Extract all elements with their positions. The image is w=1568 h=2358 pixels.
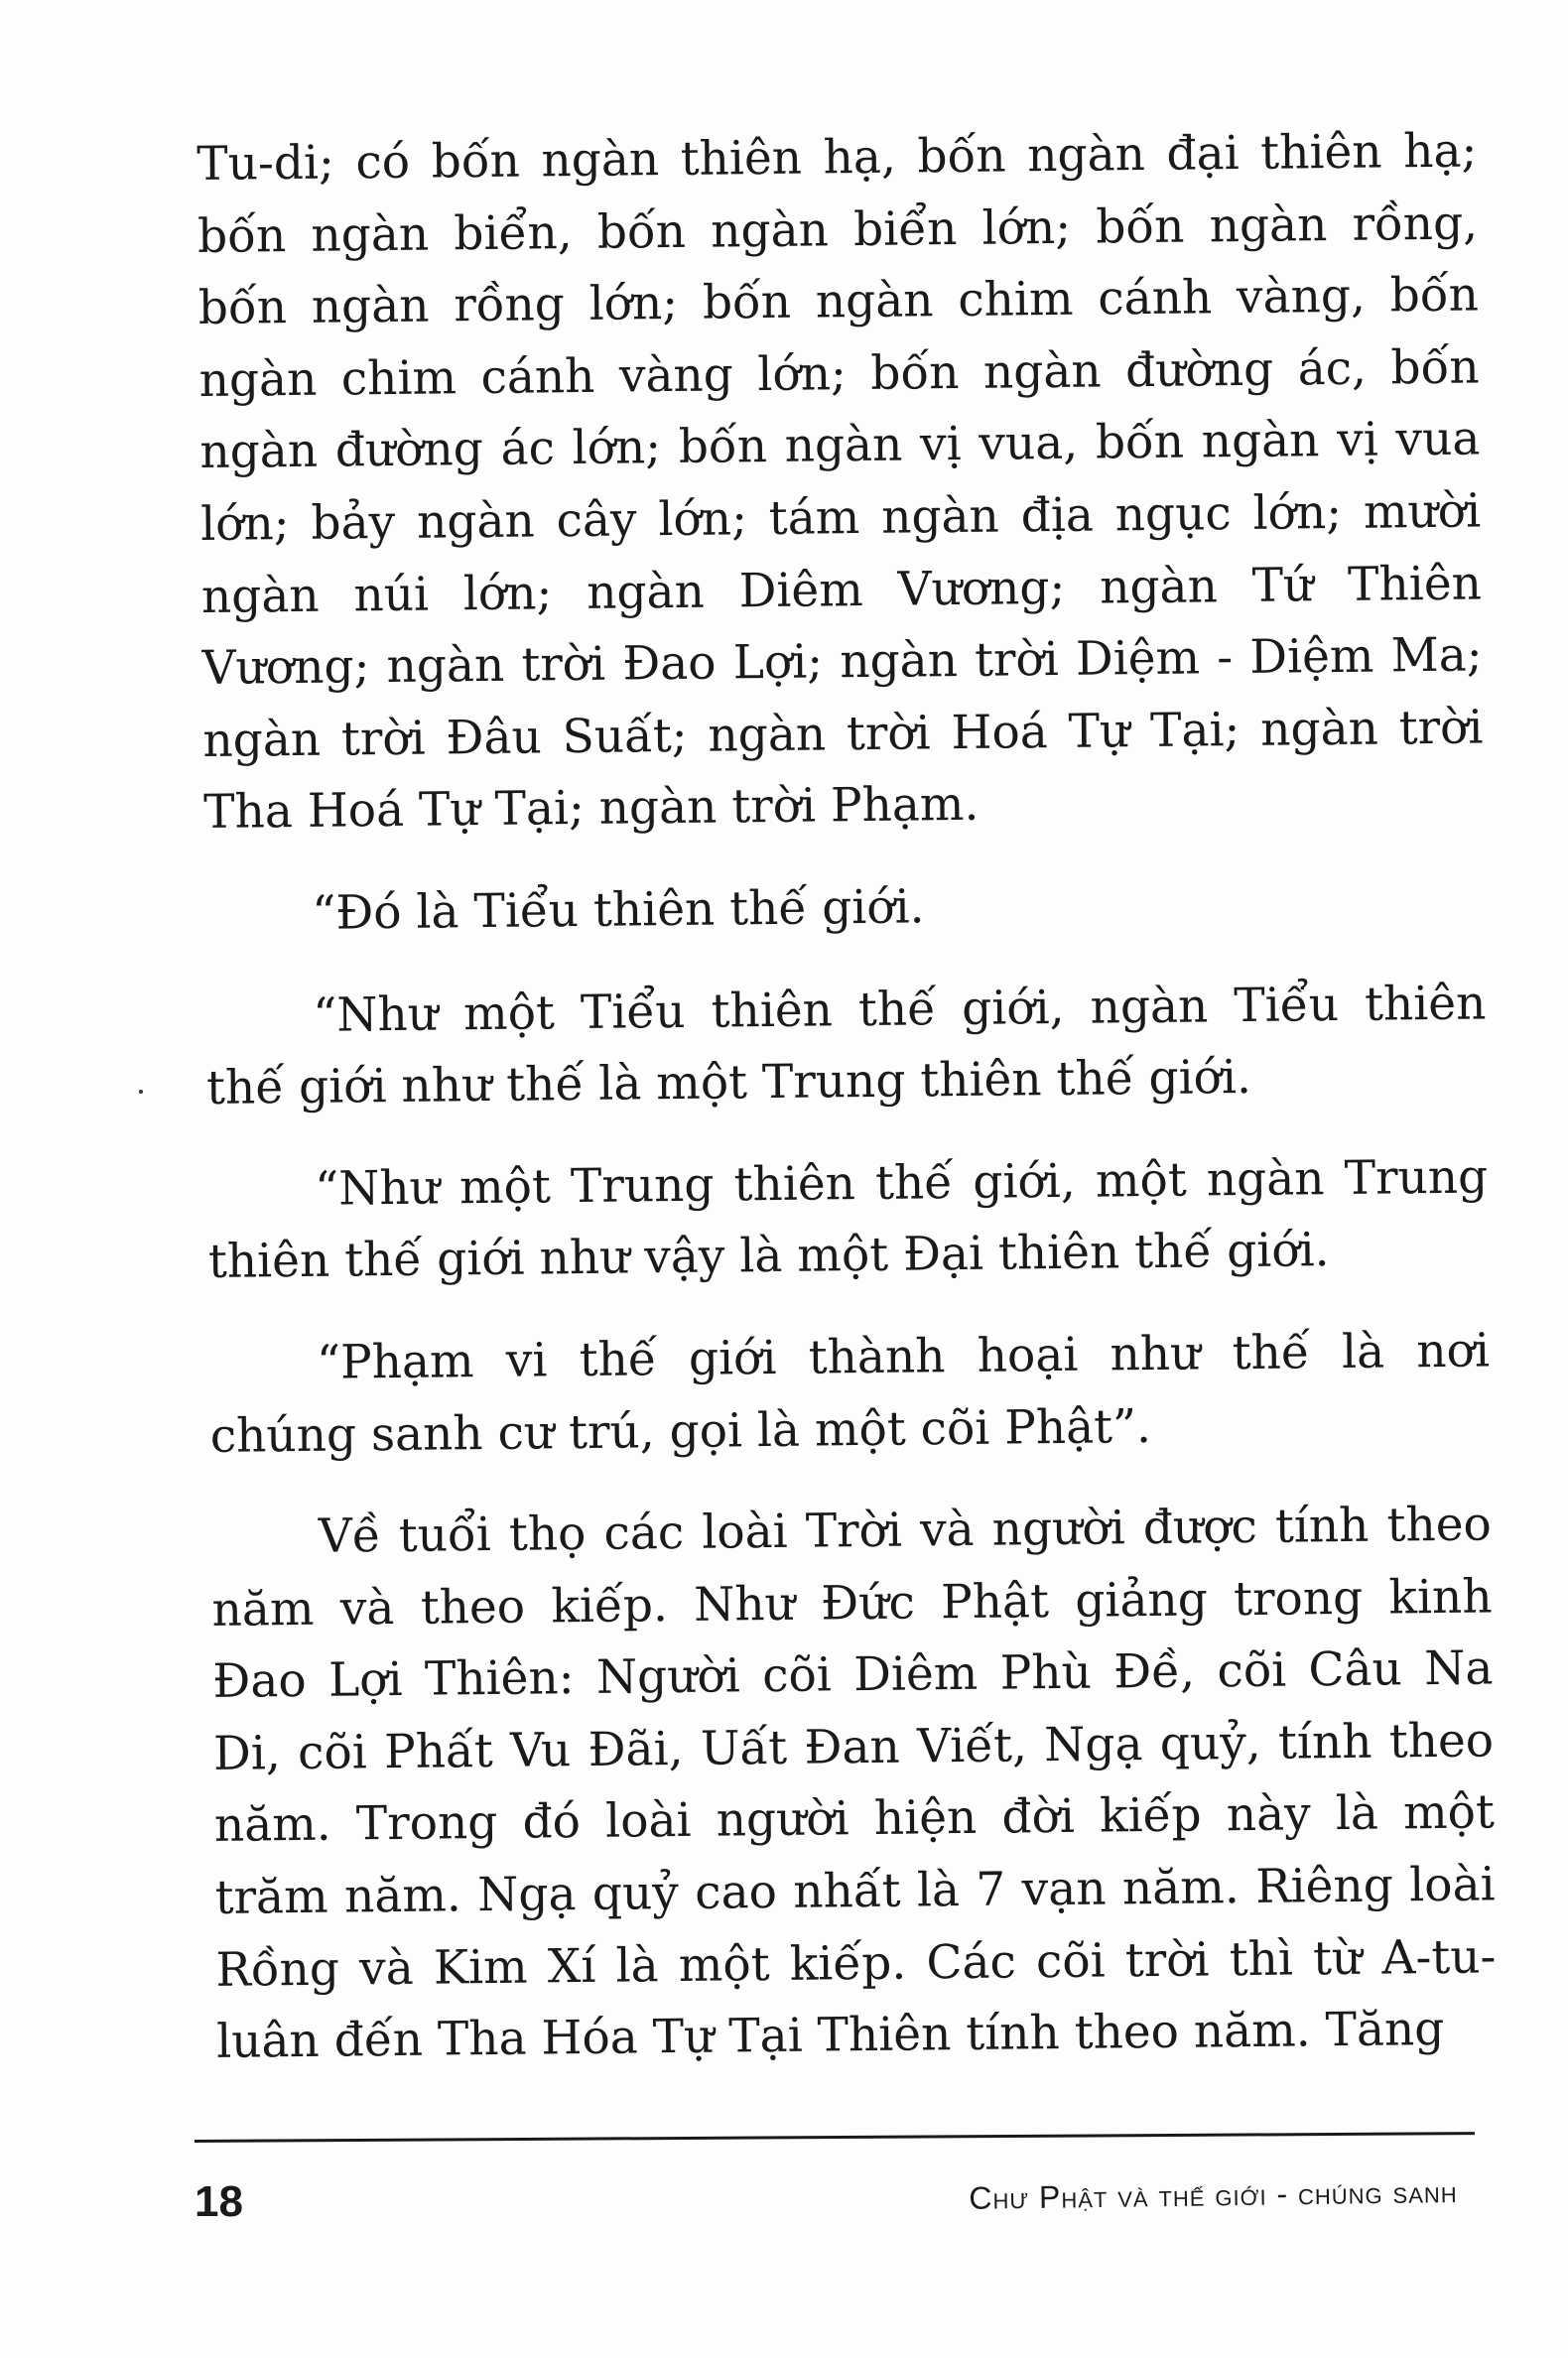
body-text xyxy=(196,115,1498,2078)
paragraph-3: “Như một Tiểu thiên thế giới, ngàn Tiểu thiên thế giới như thế là một Trung thiên thế giới. xyxy=(205,975,1487,1116)
paragraph-4: “Như một Trung thiên thế giới, một ngàn Trung thiên thế giới như vậy là một Đại thiên thế giới. xyxy=(207,1149,1489,1290)
paragraph-6: Về tuổi thọ các loài Trời và người được tính theo năm và theo kiếp. Như Đức Phật giảng trong kinh Đao Lợi Thiên: Người cõi Diêm Phù Đề, cõi Câu Na Di, cõi Phất Vu Đãi, Uất Đan Viết, Ngạ quỷ, tính theo năm. Trong đó loài người hiện đời kiếp này là một trăm năm. Ngạ quỷ cao nhất là 7 vạn năm. Riêng loài Rồng và Kim Xí là một kiếp. Các cõi trời thì từ A-tu-luân đến Tha Hóa Tự Tại Thiên tính theo năm. Tăng xyxy=(211,1497,1497,2070)
paragraph-5: “Phạm vi thế giới thành hoại như thế là nơi chúng sanh cư trú, gọi là một cõi Phật”. xyxy=(209,1323,1491,1464)
page-number: 18 xyxy=(195,2177,243,2226)
footer-rule xyxy=(195,2132,1475,2143)
paragraph-1: Tu-di; có bốn ngàn thiên hạ, bốn ngàn đại thiên hạ; bốn ngàn biển, bốn ngàn biển lớn; bốn ngàn rồng, bốn ngàn rồng lớn; bốn ngàn chim cánh vàng, bốn ngàn chim cánh vàng lớn; bốn ngàn đường ác, bốn ngàn đường ác lớn; bốn ngàn vị vua, bốn ngàn vị vua lớn; bảy ngàn cây lớn; tám ngàn địa ngục lớn; mười ngàn núi lớn; ngàn Diêm Vương; ngàn Tứ Thiên Vương; ngàn trời Đao Lợi; ngàn trời Diệm - Diệm Ma; ngàn trời Đâu Suất; ngàn trời Hoá Tự Tại; ngàn trời Tha Hoá Tự Tại; ngàn trời Phạm. xyxy=(196,123,1484,841)
margin-speck xyxy=(139,1090,143,1094)
running-title: Chư Phật và thế giới - chúng sanh xyxy=(968,2172,1458,2216)
paragraph-2: “Đó là Tiểu thiên thế giới. xyxy=(311,879,925,941)
